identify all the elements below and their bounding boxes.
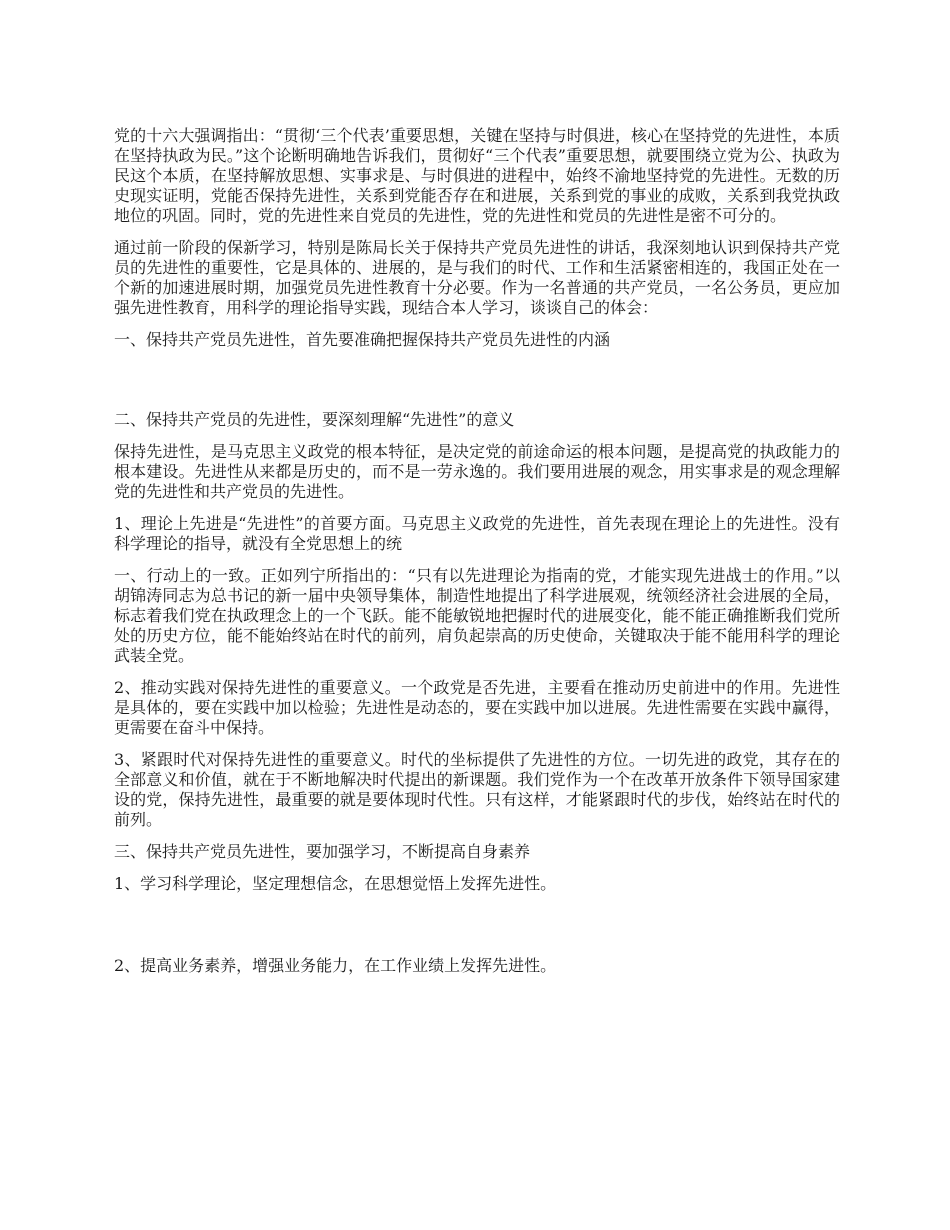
paragraph-study: 通过前一阶段的保新学习，特别是陈局长关于保持共产党员先进性的讲话，我深刻地认识到保持共产党员的先进性的重要性，它是具体的、进展的，是与我们的时代、工作和生活紧密相连的，我国正处在一个新的加速进展时期，加强党员先进性教育十分必要。作为一名普通的共产党员，一名公务员，更应加强先进性教育，用科学的理论指导实践，现结合本人学习，谈谈自己的体会：	[114, 238, 840, 317]
paragraph-item-2: 2、提高业务素养，增强业务能力，在工作业绩上发挥先进性。	[114, 956, 557, 975]
paragraph-item-1: 1、学习科学理论，坚定理想信念，在思想觉悟上发挥先进性。	[114, 874, 557, 893]
paragraph-intro: 党的十六大强调指出：“贯彻‘三个代表’重要思想，关键在坚持与时俱进，核心在坚持党的先进性，本质在坚持执政为民。”这个论断明确地告诉我们，贯彻好“三个代表”重要思想，就要围绕立党为公、执政为民这个本质，在坚持解放思想、实事求是、与时俱进的进程中，始终不渝地坚持党的先进性。无数的历史现实证明，党能否保持先进性，关系到党能否存在和进展，关系到党的事业的成败，关系到我党执政地位的巩固。同时，党的先进性来自党员的先进性，党的先进性和党员的先进性是密不可分的。	[114, 126, 840, 225]
document-page	[114, 126, 840, 988]
heading-section-3: 三、保持共产党员先进性，要加强学习，不断提高自身素养	[114, 842, 531, 861]
paragraph-point-1-continued: 一、行动上的一致。正如列宁所指出的：“只有以先进理论为指南的党，才能实现先进战士的作用。”以胡锦涛同志为总书记的新一届中央领导集体，制造性地提出了科学进展观，统领经济社会进展的全局，标志着我们党在执政理念上的一个飞跃。能不能敏锐地把握时代的进展变化，能不能正确推断我们党所处的历史方位，能不能始终站在时代的前列，肩负起崇高的历史使命，关键取决于能不能用科学的理论武装全党。	[114, 566, 840, 665]
paragraph-point-3: 3、紧跟时代对保持先进性的重要意义。时代的坐标提供了先进性的方位。一切先进的政党，其存在的全部意义和价值，就在于不断地解决时代提出的新课题。我们党作为一个在改革开放条件下领导国家建设的党，保持先进性，最重要的就是要体现时代性。只有这样，才能紧跟时代的步伐，始终站在时代的前列。	[114, 750, 840, 829]
heading-section-2: 二、保持共产党员的先进性，要深刻理解“先进性”的意义	[114, 410, 515, 429]
paragraph-point-1: 1、理论上先进是“先进性”的首要方面。马克思主义政党的先进性，首先表现在理论上的先进性。没有科学理论的指导，就没有全党思想上的统	[114, 514, 840, 553]
paragraph-advancedness: 保持先进性，是马克思主义政党的根本特征，是决定党的前途命运的根本问题，是提高党的执政能力的根本建设。先进性从来都是历史的，而不是一劳永逸的。我们要用进展的观念，用实事求是的观念理解党的先进性和共产党员的先进性。	[114, 442, 840, 501]
paragraph-point-2: 2、推动实践对保持先进性的重要意义。一个政党是否先进，主要看在推动历史前进中的作用。先进性是具体的，要在实践中加以检验；先进性是动态的，要在实践中加以进展。先进性需要在实践中赢得，更需要在奋斗中保持。	[114, 678, 840, 737]
heading-section-1: 一、保持共产党员先进性，首先要准确把握保持共产党员先进性的内涵	[114, 330, 611, 349]
